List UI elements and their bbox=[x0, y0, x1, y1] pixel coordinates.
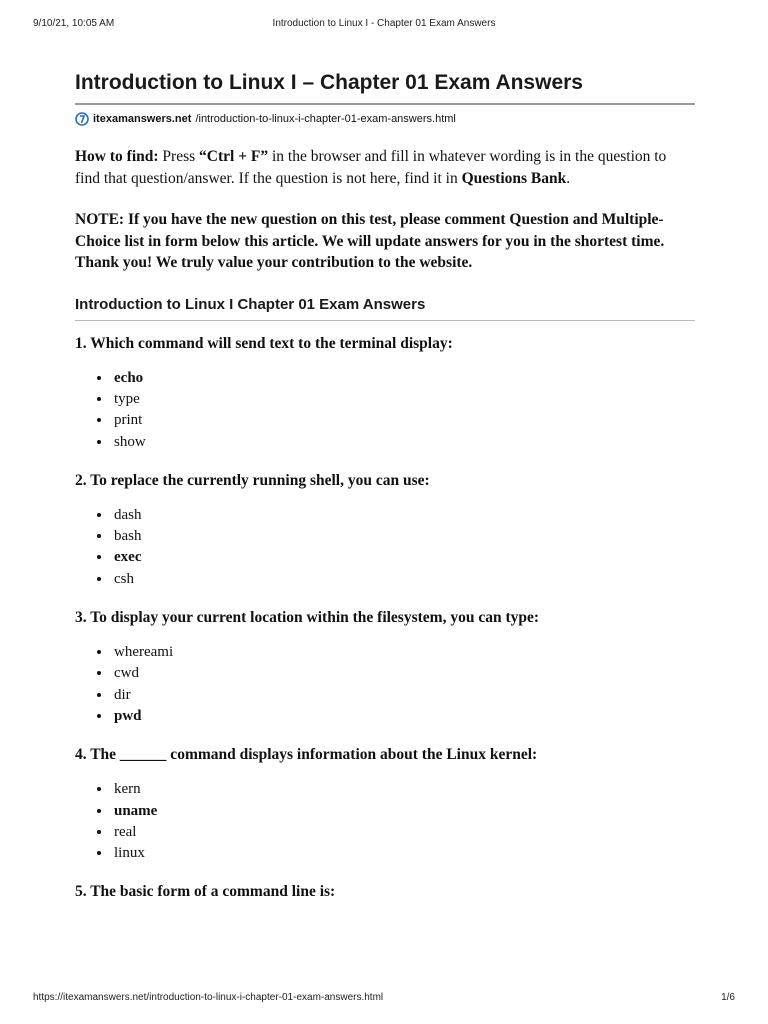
how-to-label: How to find: bbox=[75, 148, 159, 166]
option-item: • bash bbox=[112, 526, 695, 547]
questions-bank-link[interactable]: Questions Bank bbox=[461, 169, 567, 187]
option-item: • dir bbox=[112, 685, 695, 706]
question-text: 5. The basic form of a command line is: bbox=[75, 883, 336, 901]
option-item: • csh bbox=[112, 569, 695, 590]
source-link[interactable] bbox=[75, 112, 695, 126]
how-to-shortcut: “Ctrl + F” bbox=[199, 148, 269, 166]
option-item: • real bbox=[112, 822, 695, 843]
question-block bbox=[75, 334, 695, 453]
option-item: • show bbox=[112, 432, 695, 453]
how-to-text-1: Press bbox=[158, 148, 200, 166]
page-number: 1/6 bbox=[721, 992, 735, 1003]
question-text: 4. The ______ command displays information about the Linux kernel: bbox=[75, 746, 538, 764]
question-text: 3. To display your current location within the filesystem, you can type: bbox=[75, 609, 540, 627]
article bbox=[75, 70, 695, 902]
option-item: • dash bbox=[112, 505, 695, 526]
option-item: • print bbox=[112, 410, 695, 431]
option-list bbox=[75, 779, 695, 864]
option-list bbox=[75, 505, 695, 590]
print-url: https://itexamanswers.net/introduction-to-linux-i-chapter-01-exam-answers.html bbox=[33, 992, 384, 1003]
how-to-text-2: in the browser and fill in whatever wording is in the question to find that question/answer. If the question is not here, find it in bbox=[75, 148, 667, 187]
itexamanswers-logo-icon bbox=[75, 112, 89, 126]
correct-option: • exec bbox=[112, 547, 695, 568]
page-title: Introduction to Linux I – Chapter 01 Exam Answers bbox=[75, 70, 695, 105]
question-text: 2. To replace the currently running shell, you can use: bbox=[75, 471, 430, 489]
correct-option: • echo bbox=[112, 368, 695, 389]
print-header bbox=[33, 18, 735, 32]
option-list bbox=[75, 368, 695, 453]
option-item: • cwd bbox=[112, 663, 695, 684]
question-text: 1. Which command will send text to the terminal display: bbox=[75, 334, 453, 352]
how-to-find-paragraph bbox=[75, 146, 695, 189]
question-list bbox=[75, 334, 695, 903]
option-item: • kern bbox=[112, 779, 695, 800]
question-block bbox=[75, 608, 695, 727]
section-title: Introduction to Linux I Chapter 01 Exam Answers bbox=[75, 296, 695, 321]
correct-option: • pwd bbox=[112, 706, 695, 727]
source-domain[interactable]: itexamanswers.net bbox=[93, 113, 192, 126]
print-date: 9/10/21, 10:05 AM bbox=[33, 18, 115, 29]
print-doc-title: Introduction to Linux I - Chapter 01 Exam Answers bbox=[272, 18, 496, 29]
option-item: • linux bbox=[112, 843, 695, 864]
source-path[interactable]: /introduction-to-linux-i-chapter-01-exam-answers.html bbox=[195, 113, 456, 126]
print-footer bbox=[33, 992, 735, 1006]
option-item: • whereami bbox=[112, 642, 695, 663]
how-to-text-3: . bbox=[566, 169, 571, 187]
question-block bbox=[75, 471, 695, 590]
option-list bbox=[75, 642, 695, 727]
question-block bbox=[75, 745, 695, 864]
option-item: • type bbox=[112, 389, 695, 410]
question-block bbox=[75, 882, 695, 902]
note-paragraph: NOTE: If you have the new question on this test, please comment Question and Multiple-Choice list in form below this article. We will update answers for you in the shortest time. Thank you! We truly value your contribution to the website. bbox=[75, 211, 665, 272]
correct-option: • uname bbox=[112, 801, 695, 822]
